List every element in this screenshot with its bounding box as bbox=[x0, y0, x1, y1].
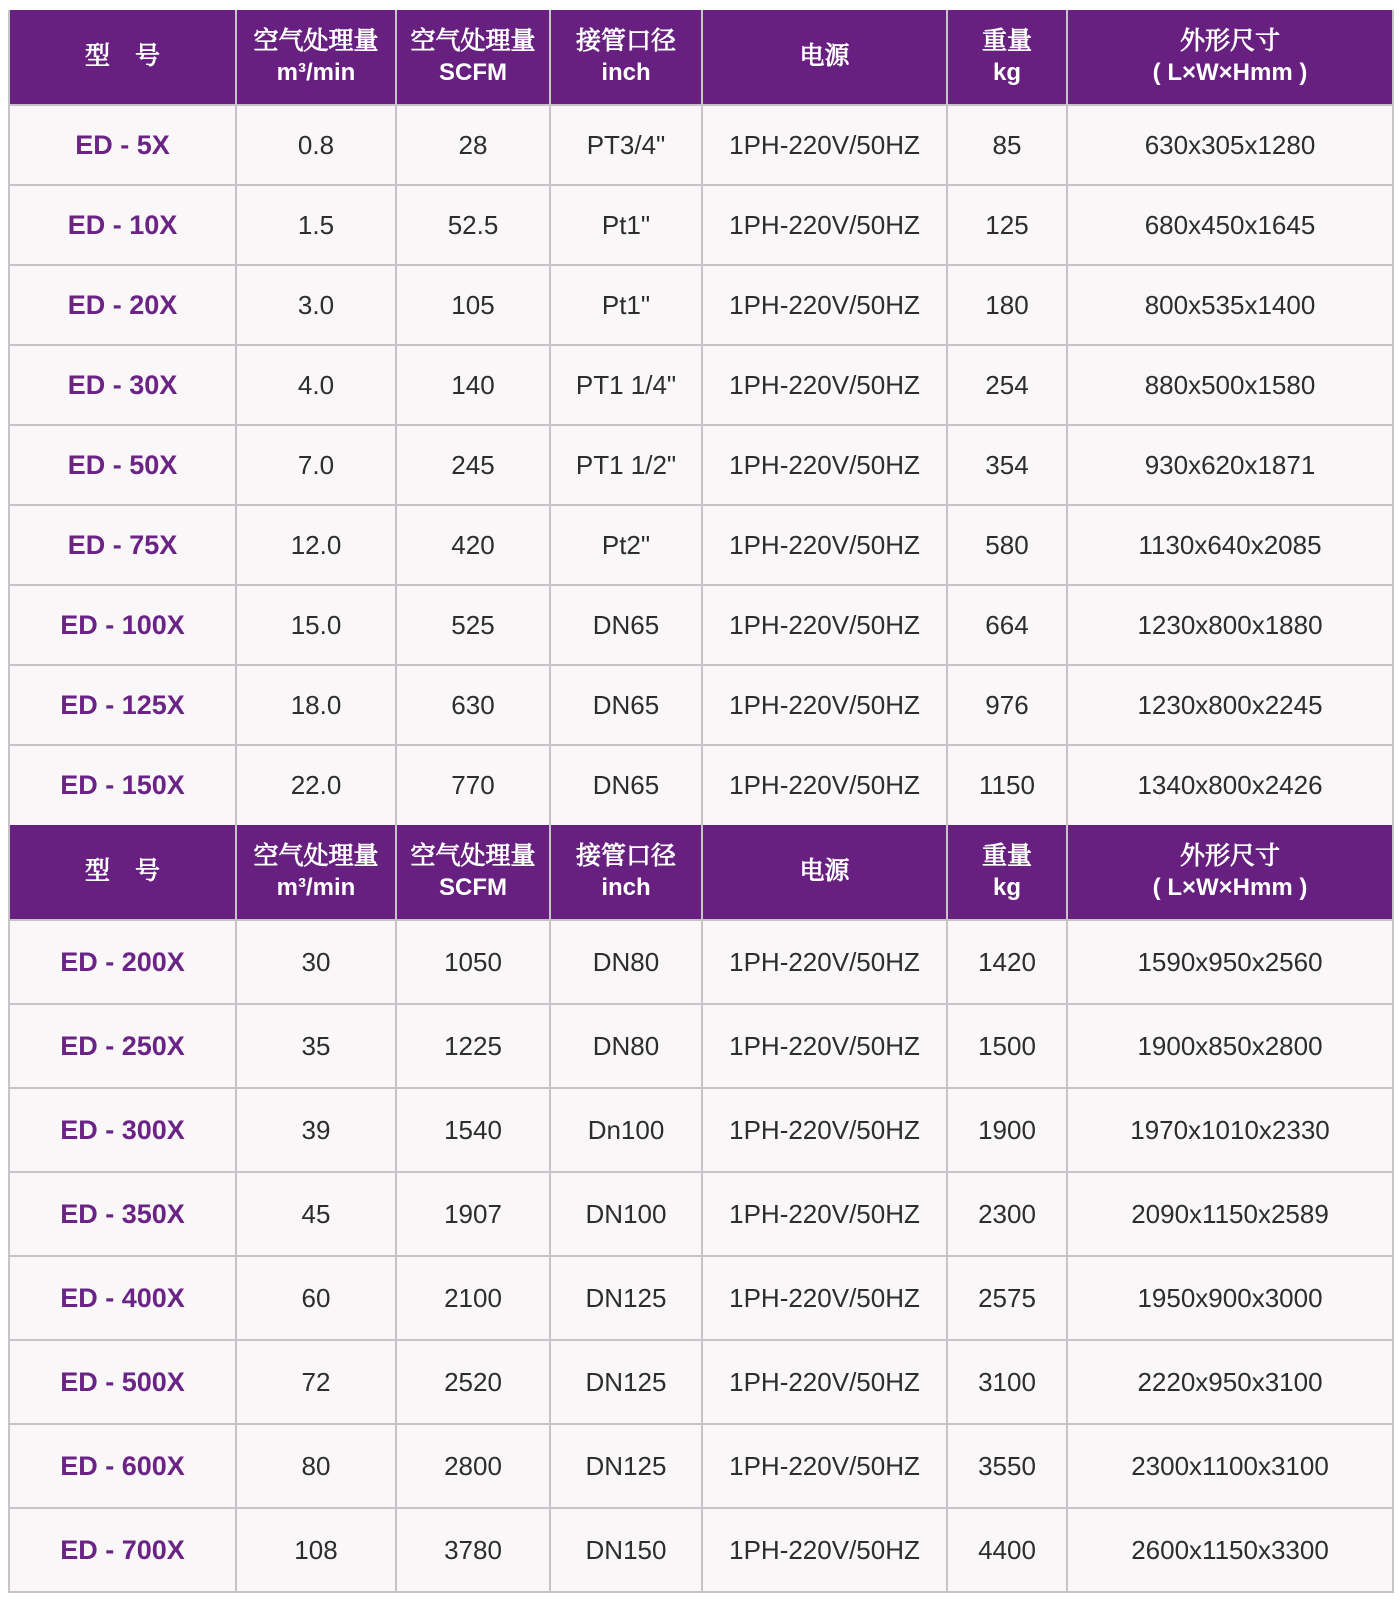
table-row bbox=[9, 1088, 1393, 1172]
pipe-diameter-cell: DN100 bbox=[550, 1172, 702, 1256]
model-cell: ED - 700X bbox=[9, 1508, 236, 1592]
column-header-line1: 重量 bbox=[981, 842, 1032, 871]
weight-cell: 2300 bbox=[947, 1172, 1067, 1256]
capacity-m3min-cell: 22.0 bbox=[236, 745, 396, 825]
power-supply-cell: 1PH-220V/50HZ bbox=[702, 185, 947, 265]
capacity-scfm-cell: 1540 bbox=[396, 1088, 550, 1172]
table-row bbox=[9, 665, 1393, 745]
table-row bbox=[9, 265, 1393, 345]
dimensions-cell: 930x620x1871 bbox=[1067, 425, 1393, 505]
weight-cell: 3100 bbox=[947, 1340, 1067, 1424]
column-header-line1: 空气处理量 bbox=[410, 27, 536, 56]
pipe-diameter-cell: DN65 bbox=[550, 665, 702, 745]
column-header-pipe-diameter bbox=[550, 10, 702, 105]
dimensions-cell: 1970x1010x2330 bbox=[1067, 1088, 1393, 1172]
dimensions-cell: 2090x1150x2589 bbox=[1067, 1172, 1393, 1256]
weight-cell: 1900 bbox=[947, 1088, 1067, 1172]
capacity-m3min-cell: 35 bbox=[236, 1004, 396, 1088]
model-cell: ED - 250X bbox=[9, 1004, 236, 1088]
capacity-scfm-cell: 28 bbox=[396, 105, 550, 185]
model-cell: ED - 20X bbox=[9, 265, 236, 345]
spec-table-upper-header bbox=[9, 10, 1393, 105]
model-cell: ED - 30X bbox=[9, 345, 236, 425]
capacity-m3min-cell: 18.0 bbox=[236, 665, 396, 745]
table-row bbox=[9, 1424, 1393, 1508]
pipe-diameter-cell: DN150 bbox=[550, 1508, 702, 1592]
weight-cell: 125 bbox=[947, 185, 1067, 265]
capacity-m3min-cell: 39 bbox=[236, 1088, 396, 1172]
model-cell: ED - 50X bbox=[9, 425, 236, 505]
table-row bbox=[9, 105, 1393, 185]
capacity-m3min-cell: 1.5 bbox=[236, 185, 396, 265]
spec-table-lower-header bbox=[9, 825, 1393, 920]
weight-cell: 3550 bbox=[947, 1424, 1067, 1508]
model-cell: ED - 500X bbox=[9, 1340, 236, 1424]
column-header-line1: 电源 bbox=[799, 857, 850, 886]
capacity-scfm-cell: 2520 bbox=[396, 1340, 550, 1424]
pipe-diameter-cell: DN125 bbox=[550, 1340, 702, 1424]
dimensions-cell: 630x305x1280 bbox=[1067, 105, 1393, 185]
column-header-line1: 接管口径 bbox=[575, 27, 676, 56]
power-supply-cell: 1PH-220V/50HZ bbox=[702, 265, 947, 345]
table-row bbox=[9, 425, 1393, 505]
column-header-power-supply bbox=[702, 825, 947, 920]
capacity-scfm-cell: 525 bbox=[396, 585, 550, 665]
column-header-line1: 空气处理量 bbox=[253, 27, 379, 56]
model-cell: ED - 350X bbox=[9, 1172, 236, 1256]
column-header-weight bbox=[947, 825, 1067, 920]
dimensions-cell: 1340x800x2426 bbox=[1067, 745, 1393, 825]
table-row bbox=[9, 920, 1393, 1004]
column-header-line1: 接管口径 bbox=[575, 842, 676, 871]
table-row bbox=[9, 345, 1393, 425]
column-header-line1: 空气处理量 bbox=[253, 842, 379, 871]
model-cell: ED - 150X bbox=[9, 745, 236, 825]
model-cell: ED - 100X bbox=[9, 585, 236, 665]
model-cell: ED - 10X bbox=[9, 185, 236, 265]
pipe-diameter-cell: DN125 bbox=[550, 1256, 702, 1340]
pipe-diameter-cell: DN80 bbox=[550, 1004, 702, 1088]
pipe-diameter-cell: DN80 bbox=[550, 920, 702, 1004]
capacity-m3min-cell: 108 bbox=[236, 1508, 396, 1592]
pipe-diameter-cell: DN65 bbox=[550, 745, 702, 825]
table-row bbox=[9, 1256, 1393, 1340]
weight-cell: 354 bbox=[947, 425, 1067, 505]
power-supply-cell: 1PH-220V/50HZ bbox=[702, 1172, 947, 1256]
capacity-m3min-cell: 4.0 bbox=[236, 345, 396, 425]
capacity-scfm-cell: 2800 bbox=[396, 1424, 550, 1508]
weight-cell: 1150 bbox=[947, 745, 1067, 825]
power-supply-cell: 1PH-220V/50HZ bbox=[702, 1256, 947, 1340]
column-header-weight bbox=[947, 10, 1067, 105]
spec-table-upper bbox=[8, 10, 1394, 825]
column-header-line1: 型 号 bbox=[84, 857, 160, 886]
column-header-line2: kg bbox=[992, 873, 1021, 901]
header-row bbox=[9, 825, 1393, 920]
weight-cell: 180 bbox=[947, 265, 1067, 345]
power-supply-cell: 1PH-220V/50HZ bbox=[702, 105, 947, 185]
model-cell: ED - 300X bbox=[9, 1088, 236, 1172]
dimensions-cell: 1590x950x2560 bbox=[1067, 920, 1393, 1004]
table-row bbox=[9, 1004, 1393, 1088]
power-supply-cell: 1PH-220V/50HZ bbox=[702, 1088, 947, 1172]
table-row bbox=[9, 1340, 1393, 1424]
table-row bbox=[9, 505, 1393, 585]
capacity-m3min-cell: 45 bbox=[236, 1172, 396, 1256]
weight-cell: 1420 bbox=[947, 920, 1067, 1004]
column-header-line2: ( L×W×Hmm ) bbox=[1152, 58, 1308, 86]
capacity-m3min-cell: 3.0 bbox=[236, 265, 396, 345]
column-header-model bbox=[9, 10, 236, 105]
weight-cell: 664 bbox=[947, 585, 1067, 665]
dimensions-cell: 1900x850x2800 bbox=[1067, 1004, 1393, 1088]
model-cell: ED - 75X bbox=[9, 505, 236, 585]
column-header-line2: m³/min bbox=[276, 58, 356, 86]
column-header-line1: 外形尺寸 bbox=[1179, 842, 1280, 871]
model-cell: ED - 200X bbox=[9, 920, 236, 1004]
pipe-diameter-cell: Dn100 bbox=[550, 1088, 702, 1172]
column-header-line1: 电源 bbox=[799, 42, 850, 71]
weight-cell: 4400 bbox=[947, 1508, 1067, 1592]
power-supply-cell: 1PH-220V/50HZ bbox=[702, 1508, 947, 1592]
column-header-line2: inch bbox=[601, 873, 651, 901]
capacity-scfm-cell: 770 bbox=[396, 745, 550, 825]
capacity-m3min-cell: 15.0 bbox=[236, 585, 396, 665]
model-cell: ED - 400X bbox=[9, 1256, 236, 1340]
column-header-line2: m³/min bbox=[276, 873, 356, 901]
capacity-m3min-cell: 7.0 bbox=[236, 425, 396, 505]
table-row bbox=[9, 585, 1393, 665]
column-header-capacity-m3min bbox=[236, 10, 396, 105]
pipe-diameter-cell: DN125 bbox=[550, 1424, 702, 1508]
model-cell: ED - 600X bbox=[9, 1424, 236, 1508]
column-header-line2: ( L×W×Hmm ) bbox=[1152, 873, 1308, 901]
weight-cell: 976 bbox=[947, 665, 1067, 745]
header-row bbox=[9, 10, 1393, 105]
capacity-m3min-cell: 0.8 bbox=[236, 105, 396, 185]
column-header-line1: 空气处理量 bbox=[410, 842, 536, 871]
capacity-scfm-cell: 245 bbox=[396, 425, 550, 505]
capacity-scfm-cell: 1225 bbox=[396, 1004, 550, 1088]
power-supply-cell: 1PH-220V/50HZ bbox=[702, 505, 947, 585]
weight-cell: 254 bbox=[947, 345, 1067, 425]
dimensions-cell: 1230x800x2245 bbox=[1067, 665, 1393, 745]
table-row bbox=[9, 185, 1393, 265]
dimensions-cell: 1950x900x3000 bbox=[1067, 1256, 1393, 1340]
table-row bbox=[9, 1508, 1393, 1592]
spec-table-lower-body bbox=[9, 920, 1393, 1592]
dimensions-cell: 800x535x1400 bbox=[1067, 265, 1393, 345]
capacity-m3min-cell: 80 bbox=[236, 1424, 396, 1508]
capacity-m3min-cell: 30 bbox=[236, 920, 396, 1004]
capacity-scfm-cell: 105 bbox=[396, 265, 550, 345]
power-supply-cell: 1PH-220V/50HZ bbox=[702, 585, 947, 665]
pipe-diameter-cell: PT1 1/4" bbox=[550, 345, 702, 425]
column-header-dimensions bbox=[1067, 825, 1393, 920]
dimensions-cell: 880x500x1580 bbox=[1067, 345, 1393, 425]
capacity-scfm-cell: 420 bbox=[396, 505, 550, 585]
weight-cell: 580 bbox=[947, 505, 1067, 585]
column-header-line1: 外形尺寸 bbox=[1179, 27, 1280, 56]
column-header-power-supply bbox=[702, 10, 947, 105]
column-header-line2: inch bbox=[601, 58, 651, 86]
weight-cell: 85 bbox=[947, 105, 1067, 185]
capacity-m3min-cell: 72 bbox=[236, 1340, 396, 1424]
column-header-dimensions bbox=[1067, 10, 1393, 105]
dimensions-cell: 2220x950x3100 bbox=[1067, 1340, 1393, 1424]
spec-table-lower bbox=[8, 825, 1394, 1593]
column-header-line2: SCFM bbox=[439, 58, 507, 86]
column-header-line1: 型 号 bbox=[84, 42, 160, 71]
model-cell: ED - 5X bbox=[9, 105, 236, 185]
capacity-scfm-cell: 630 bbox=[396, 665, 550, 745]
pipe-diameter-cell: PT1 1/2" bbox=[550, 425, 702, 505]
column-header-line2: kg bbox=[992, 58, 1021, 86]
table-row bbox=[9, 1172, 1393, 1256]
power-supply-cell: 1PH-220V/50HZ bbox=[702, 345, 947, 425]
capacity-scfm-cell: 140 bbox=[396, 345, 550, 425]
power-supply-cell: 1PH-220V/50HZ bbox=[702, 425, 947, 505]
power-supply-cell: 1PH-220V/50HZ bbox=[702, 745, 947, 825]
capacity-scfm-cell: 52.5 bbox=[396, 185, 550, 265]
pipe-diameter-cell: Pt1" bbox=[550, 265, 702, 345]
column-header-capacity-scfm bbox=[396, 10, 550, 105]
power-supply-cell: 1PH-220V/50HZ bbox=[702, 1340, 947, 1424]
column-header-model bbox=[9, 825, 236, 920]
pipe-diameter-cell: Pt1" bbox=[550, 185, 702, 265]
capacity-m3min-cell: 60 bbox=[236, 1256, 396, 1340]
power-supply-cell: 1PH-220V/50HZ bbox=[702, 1424, 947, 1508]
pipe-diameter-cell: PT3/4" bbox=[550, 105, 702, 185]
column-header-line2: SCFM bbox=[439, 873, 507, 901]
pipe-diameter-cell: Pt2" bbox=[550, 505, 702, 585]
table-row bbox=[9, 745, 1393, 825]
column-header-capacity-scfm bbox=[396, 825, 550, 920]
power-supply-cell: 1PH-220V/50HZ bbox=[702, 1004, 947, 1088]
capacity-scfm-cell: 2100 bbox=[396, 1256, 550, 1340]
weight-cell: 2575 bbox=[947, 1256, 1067, 1340]
weight-cell: 1500 bbox=[947, 1004, 1067, 1088]
capacity-scfm-cell: 1050 bbox=[396, 920, 550, 1004]
dimensions-cell: 680x450x1645 bbox=[1067, 185, 1393, 265]
power-supply-cell: 1PH-220V/50HZ bbox=[702, 665, 947, 745]
capacity-scfm-cell: 1907 bbox=[396, 1172, 550, 1256]
column-header-capacity-m3min bbox=[236, 825, 396, 920]
dimensions-cell: 2600x1150x3300 bbox=[1067, 1508, 1393, 1592]
capacity-m3min-cell: 12.0 bbox=[236, 505, 396, 585]
column-header-pipe-diameter bbox=[550, 825, 702, 920]
capacity-scfm-cell: 3780 bbox=[396, 1508, 550, 1592]
dimensions-cell: 1230x800x1880 bbox=[1067, 585, 1393, 665]
spec-table-upper-body bbox=[9, 105, 1393, 825]
pipe-diameter-cell: DN65 bbox=[550, 585, 702, 665]
power-supply-cell: 1PH-220V/50HZ bbox=[702, 920, 947, 1004]
model-cell: ED - 125X bbox=[9, 665, 236, 745]
column-header-line1: 重量 bbox=[981, 27, 1032, 56]
dimensions-cell: 2300x1100x3100 bbox=[1067, 1424, 1393, 1508]
dimensions-cell: 1130x640x2085 bbox=[1067, 505, 1393, 585]
